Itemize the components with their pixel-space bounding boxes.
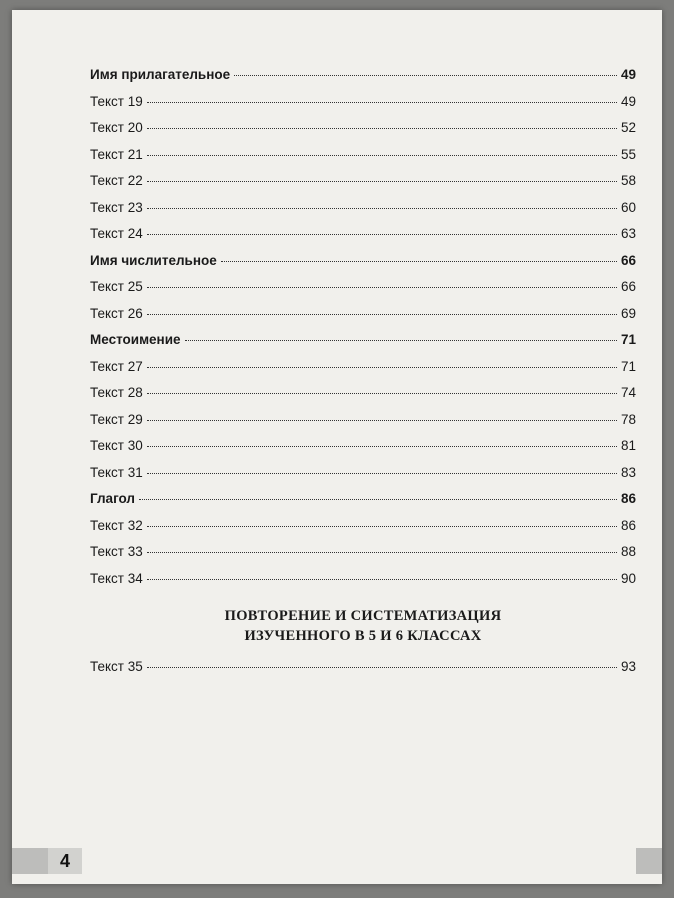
dot-leader: [147, 552, 617, 553]
toc-entry-page: 55: [620, 146, 636, 162]
toc-entry-label: Глагол: [90, 491, 135, 506]
toc-entry-label: Текст 26: [90, 305, 143, 321]
dot-leader: [147, 526, 617, 527]
dot-leader: [221, 261, 617, 262]
toc-entry-label: Текст 33: [90, 544, 143, 559]
toc-entry-row: [90, 566, 636, 593]
dot-leader: [147, 473, 617, 474]
footer-bar-left: [12, 848, 48, 874]
dot-leader: [147, 367, 617, 368]
dot-leader: [147, 314, 617, 315]
table-of-contents: [90, 62, 636, 681]
dot-leader: [147, 181, 617, 182]
footer-bar-right: [636, 848, 662, 874]
dot-leader: [147, 287, 617, 288]
dot-leader: [185, 340, 617, 341]
toc-entry-row: [90, 433, 636, 460]
toc-entry-label: Текст 32: [90, 517, 143, 533]
toc-entry-label: Текст 29: [90, 411, 143, 427]
toc-entry-label: Текст 22: [90, 173, 143, 188]
toc-heading-row: [90, 486, 636, 513]
toc-entry-label: Имя числительное: [90, 252, 217, 268]
toc-entry-label: Текст 20: [90, 120, 143, 135]
toc-heading-row: [90, 62, 636, 89]
dot-leader: [147, 102, 617, 103]
section-title: [90, 606, 636, 646]
book-page: [12, 10, 662, 884]
toc-entry-label: Текст 19: [90, 93, 143, 109]
toc-entry-page: 49: [620, 67, 636, 82]
toc-entry-page: 81: [620, 438, 636, 453]
toc-entry-page: 74: [620, 385, 636, 400]
toc-entry-row: [90, 195, 636, 222]
dot-leader: [139, 499, 617, 500]
toc-entry-row: [90, 539, 636, 566]
dot-leader: [147, 234, 617, 235]
toc-entry-page: 69: [620, 305, 636, 321]
toc-entry-page: 60: [620, 199, 636, 215]
toc-entry-label: Текст 35: [90, 659, 143, 674]
toc-entry-label: Текст 28: [90, 385, 143, 400]
toc-entry-page: 66: [620, 252, 636, 268]
toc-entry-page: 49: [620, 93, 636, 109]
dot-leader: [147, 393, 617, 394]
toc-entry-row: [90, 274, 636, 301]
dot-leader: [147, 208, 617, 209]
toc-entry-page: 83: [620, 464, 636, 480]
toc-entry-row: [90, 168, 636, 195]
toc-entry-page: 71: [620, 332, 636, 347]
toc-entry-row: [90, 221, 636, 248]
dot-leader: [147, 128, 617, 129]
toc-entry-row: [90, 513, 636, 540]
toc-entry-row: [90, 301, 636, 328]
toc-entry-page: 78: [620, 411, 636, 427]
toc-entry-page: 52: [620, 120, 636, 135]
toc-entry-label: Текст 24: [90, 226, 143, 241]
dot-leader: [234, 75, 617, 76]
dot-leader: [147, 446, 617, 447]
toc-entry-page: 86: [620, 517, 636, 533]
toc-entry-label: Имя прилагательное: [90, 67, 231, 82]
toc-entry-page: 90: [620, 570, 636, 586]
toc-entry-row: [90, 89, 636, 116]
toc-entry-page: 58: [620, 173, 636, 188]
dot-leader: [147, 155, 617, 156]
toc-entry-page: 86: [620, 491, 636, 506]
toc-list-2: [90, 654, 636, 681]
toc-entry-row: [90, 115, 636, 142]
toc-entry-row: [90, 460, 636, 487]
toc-heading-row: [90, 327, 636, 354]
toc-entry-page: 66: [620, 279, 636, 294]
toc-entry-label: Текст 31: [90, 464, 143, 480]
toc-entry-row: [90, 142, 636, 169]
section-title-line-1: ПОВТОРЕНИЕ И СИСТЕМАТИЗАЦИЯ: [224, 608, 502, 624]
toc-entry-label: Текст 27: [90, 358, 143, 374]
dot-leader: [147, 420, 617, 421]
dot-leader: [147, 579, 617, 580]
toc-entry-label: Текст 30: [90, 438, 143, 453]
toc-entry-label: Текст 34: [90, 570, 143, 586]
toc-entry-page: 88: [620, 544, 636, 559]
toc-entry-row: [90, 354, 636, 381]
toc-entry-label: Текст 25: [90, 279, 143, 294]
toc-heading-row: [90, 248, 636, 275]
toc-entry-page: 93: [620, 659, 636, 674]
toc-list: [90, 62, 636, 592]
section-title-line-2: ИЗУЧЕННОГО В 5 И 6 КЛАССАХ: [244, 628, 482, 644]
toc-entry-page: 71: [620, 358, 636, 374]
dot-leader: [147, 667, 617, 668]
toc-entry-row: [90, 654, 636, 681]
page-number: 4: [48, 848, 82, 874]
toc-entry-page: 63: [620, 226, 636, 241]
toc-entry-row: [90, 380, 636, 407]
toc-entry-row: [90, 407, 636, 434]
toc-entry-label: Местоимение: [90, 332, 181, 347]
toc-entry-label: Текст 23: [90, 199, 143, 215]
toc-entry-label: Текст 21: [90, 146, 143, 162]
